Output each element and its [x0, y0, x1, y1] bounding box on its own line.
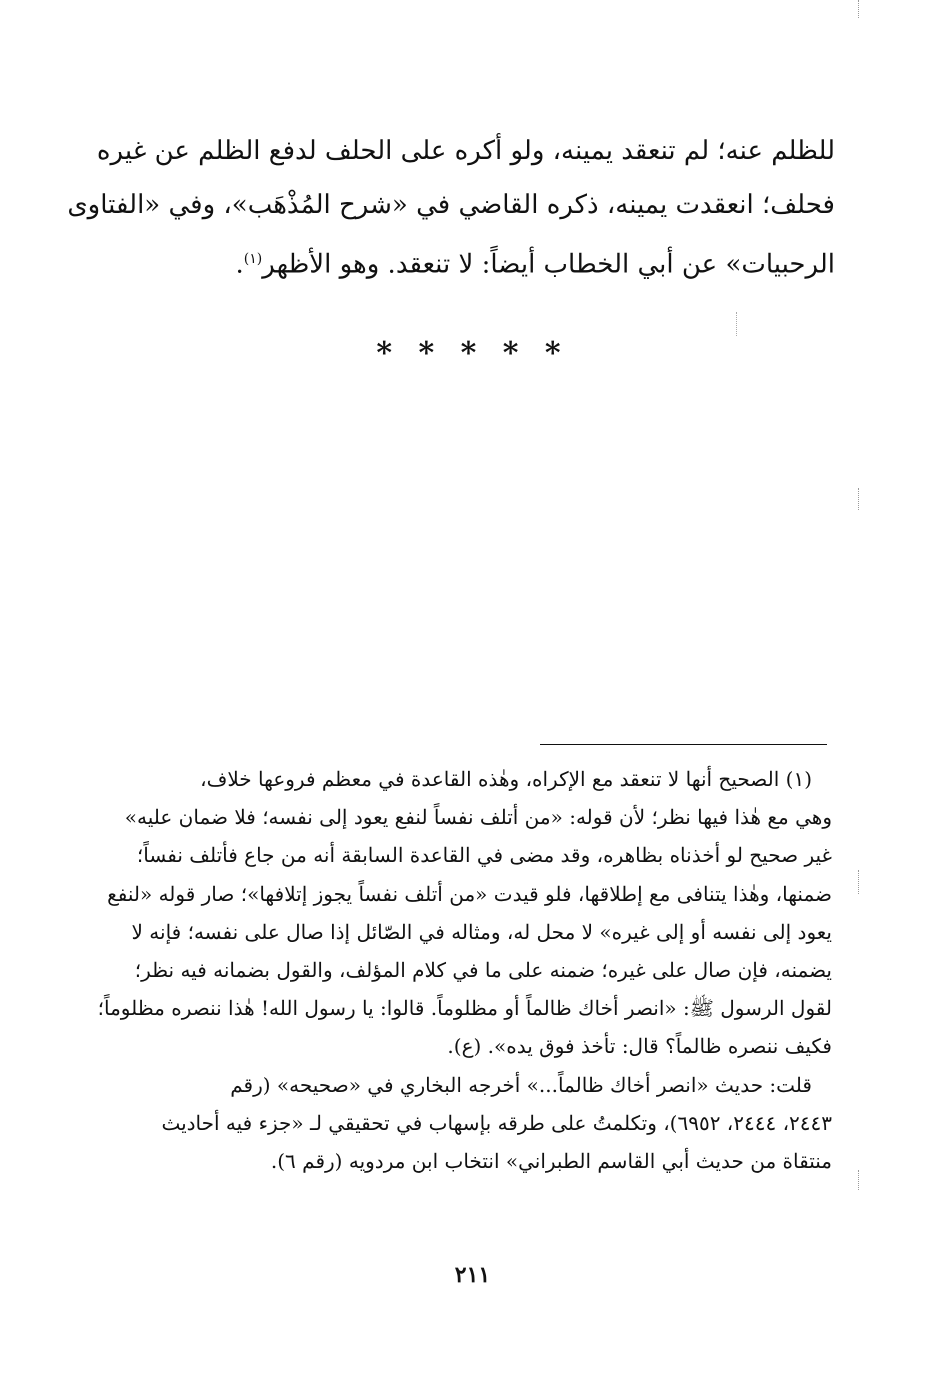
main-paragraph — [67, 124, 835, 292]
footnote-line-4: ضمنها، وهٰذا يتنافى مع إطلاقها، فلو قيدت «من أتلف نفساً يجوز إتلافها»؛ صار قوله «لنفع — [107, 881, 832, 906]
footnote-line-2: وهي مع هٰذا فيها نظر؛ لأن قوله: «من أتلف نفساً لنفع يعود إلى نفسه؛ فلا ضمان عليه» — [124, 805, 832, 830]
editor-note-line-1: قلت: حديث «انصر أخاك ظالماً...» أخرجه البخاري في «صحيحه» (رقم — [230, 1072, 812, 1097]
footnote-line-7: لقول الرسول ﷺ: «انصر أخاك ظالماً أو مظلوماً. قالوا: يا رسول الله! هٰذا ننصره مظلوماً؛ — [97, 996, 832, 1021]
footnote-marker: (١) — [243, 251, 263, 267]
edge-dots — [858, 870, 861, 894]
main-text-line-3 — [100, 232, 835, 292]
edge-dots — [858, 1170, 861, 1190]
footnote-line-5: يعود إلى نفسه أو إلى غيره» لا محل له، ومثاله في الصّائل إذا صال على نفسه؛ فإنه لا — [131, 919, 832, 944]
footnote-line-1: (١) الصحيح أنها لا تنعقد مع الإكراه، وهٰذه القاعدة في معظم فروعها خلاف، — [200, 767, 812, 791]
main-text-line-3-body: الرحبيات» عن أبي الخطاب أيضاً: لا تنعقد. وهو الأظهر — [262, 249, 835, 280]
footnote-line-6: يضمنه، فإن صال على غيره؛ ضمنه على ما في كلام المؤلف، والقول بضمانه فيه نظر؛ — [134, 958, 832, 983]
edge-dots — [736, 312, 739, 336]
section-separator: * * * * * — [376, 336, 569, 371]
edge-dots — [858, 488, 861, 510]
footnote-line-3: غير صحيح لو أخذناه بظاهره، وقد مضى في القاعدة السابقة أنه من جاع فأتلف نفساً؛ — [136, 843, 832, 868]
editor-note-line-3: منتقاة من حديث أبي القاسم الطبراني» انتخاب ابن مردويه (رقم ٦). — [270, 1149, 832, 1174]
footnote-divider — [540, 744, 827, 745]
page-number: ٢١١ — [454, 1262, 491, 1288]
footnote-line-8: فكيف ننصره ظالماً؟ قال: تأخذ فوق يده». (ع). — [447, 1034, 832, 1059]
edge-dots — [858, 0, 861, 18]
footnotes-block — [97, 760, 832, 1180]
main-text-line-1: للظلم عنه؛ لم تنعقد يمينه، ولو أكره على الحلف لدفع الظلم عن غيره — [96, 136, 835, 166]
end-period: . — [235, 249, 244, 280]
editor-note-line-2: ٢٤٤٣، ٢٤٤٤، ٦٩٥٢)، وتكلمتُ على طرقه بإسهاب في تحقيقي لـ «جزء فيه أحاديث — [161, 1110, 832, 1135]
main-text-line-2: فحلف؛ انعقدت يمينه، ذكره القاضي في «شرح المُذْهَب»، وفي «الفتاوى — [67, 190, 835, 220]
